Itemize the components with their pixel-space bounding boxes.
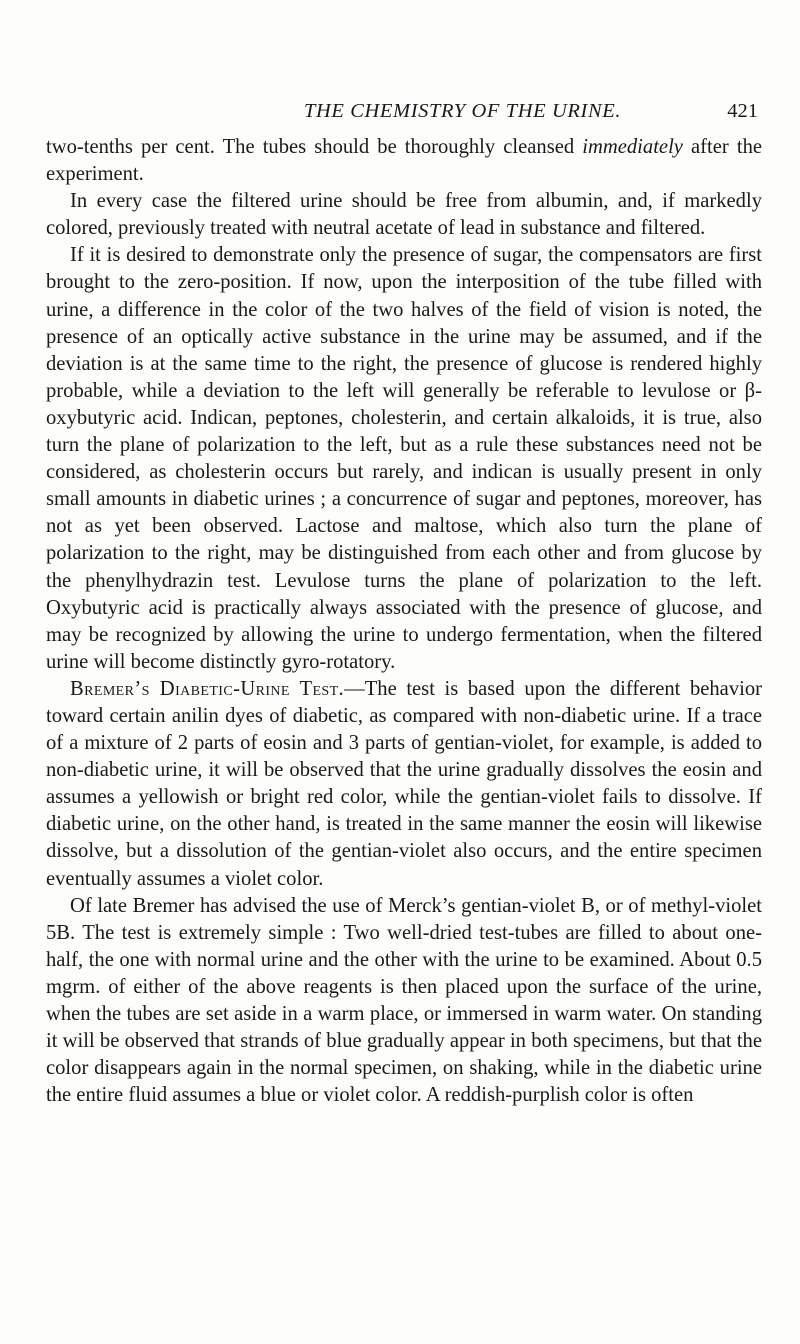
paragraph-text: after the experiment.	[46, 136, 763, 186]
running-title: THE CHEMISTRY OF THE URINE.	[304, 100, 622, 122]
paragraph-text: two-tenths per cent. The tubes should be thoroughly cleansed	[46, 136, 583, 158]
section-heading: Bremer’s Diabetic-Urine Test.	[70, 677, 345, 700]
running-head	[46, 0, 762, 134]
page-number: 421	[727, 100, 758, 122]
paragraph-methyl-violet: Of late Bremer has advised the use of Merck’s gentian-violet B, or of methyl-violet 5B. The test is extremely simple : Two well-dried test-tubes are filled to about one-half, the one with normal urine and the other with the urine to be examined. About 0.5 mgrm. of either of the above reagents is then placed upon the surface of the urine, when the tubes are set aside in a warm place, or immersed in warm water. On standing it will be observed that strands of blue gradually appear in both specimens, but that the color disappears again in the normal specimen, on shaking, while in the diabetic urine the entire fluid assumes a blue or violet color. A reddish-purplish color is often	[46, 894, 762, 1107]
emphasized-word: immediately	[582, 136, 683, 158]
paragraph-text: —The test is based upon the different behavior toward certain anilin dyes of diabetic, as compared with non-diabetic urine. If a trace of a mixture of 2 parts of eosin and 3 parts of gentian-violet, for example, is added to non-diabetic urine, it will be observed that the urine gradually dissolves the eosin and assumes a yellowish or bright red color, while the gentian-violet fails to dissolve. If diabetic urine, on the other hand, is treated in the same manner the eosin will likewise dissolve, but a dissolution of the gentian-violet also occurs, and the entire specimen eventually assumes a violet color.	[46, 677, 762, 890]
paragraph-polarization: If it is desired to demonstrate only the presence of sugar, the compensators are first brought to the zero-position. If now, upon the interposition of the tube filled with urine, a difference in the color of the two halves of the field of vision is noted, the presence of an optically active substance in the urine may be assumed, and if the deviation is at the same time to the right, the presence of glucose is rendered highly probable, while a deviation to the left will generally be referable to levulose or β-oxybutyric acid. Indican, peptones, cholesterin, and certain alkaloids, it is true, also turn the plane of polarization to the left, but as a rule these substances need not be considered, as cholesterin occurs but rarely, and indican is usually present in only small amounts in diabetic urines ; a concurrence of sugar and peptones, moreover, has not as yet been observed. Lactose and maltose, which also turn the plane of polarization to the right, may be distinguished from each other and from glucose by the phenylhydrazin test. Levulose turns the plane of polarization to the left. Oxybutyric acid is practically always associated with the presence of glucose, and may be recognized by allowing the urine to undergo fermentation, when the filtered urine will become distinctly gyro-rotatory.	[46, 244, 762, 673]
book-page	[46, 0, 762, 1109]
paragraph-albumin: In every case the filtered urine should be free from albumin, and, if markedly colored, previously treated with neutral acetate of lead in substance and filtered.	[46, 190, 762, 240]
paragraph-continuation	[46, 134, 762, 188]
paragraph-bremer-test	[46, 676, 762, 893]
body-text	[46, 134, 762, 1109]
